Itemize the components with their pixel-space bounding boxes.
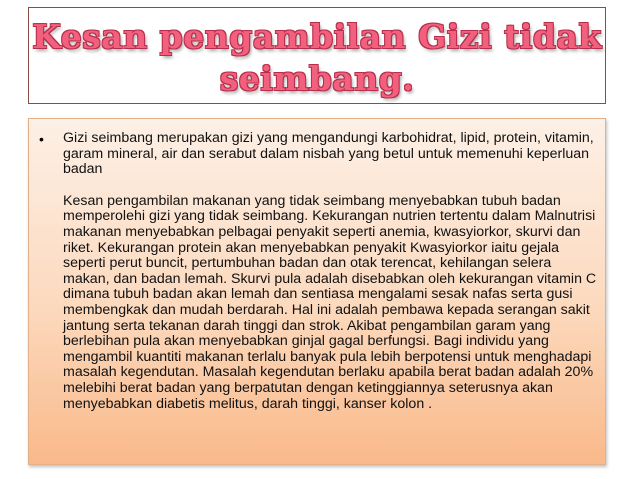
slide-content-box xyxy=(28,118,606,465)
slide-title xyxy=(29,16,605,100)
slide-title-box xyxy=(28,7,606,104)
paragraph-effects: Kesan pengambilan makanan yang tidak seimbang menyebabkan tubuh badan memperolehi gizi yang tidak seimbang. Kekurangan nutrien tertentu dalam Malnutrisi makanan menyebabkan pelbagai penyakit seperti anemia, kwasyiorkor, skurvi dan riket. Kekurangan protein akan menyebabkan penyakit Kwasyiorkor iaitu gejala seperti perut buncit, pertumbuhan badan dan otak terencat, kehilangan selera makan, dan badan lemah. Skurvi pula adalah disebabkan oleh kekurangan vitamin C dimana tubuh badan akan lemah dan sentiasa mengalami sesak nafas serta gusi membengkak dan mudah berdarah. Hal ini adalah pembawa kepada serangan sakit jantung serta tekanan darah tinggi dan strok. Akibat pengambilan garam yang berlebihan pula akan menyebabkan ginjal gagal berfungsi. Bagi individu yang mengambil kuantiti makanan terlalu banyak pula lebih berpotensi untuk menghadapi masalah kegendutan. Masalah kegendutan berlaku apabila berat badan adalah 20% melebihi berat badan yang berpatutan dengan ketinggiannya seterusnya akan menyebabkan diabetis melitus, darah tinggi, kanser kolon . xyxy=(63,192,597,412)
bullet-body xyxy=(63,131,599,412)
slide-title-line-2: seimbang. xyxy=(219,59,415,98)
slide-title-line-1: Kesan pengambilan Gizi tidak xyxy=(32,17,602,56)
paragraph-definition: Gizi seimbang merupakan gizi yang mengandungi karbohidrat, lipid, protein, vitamin, garam mineral, air dan serabut dalam nisbah yang betul untuk memenuhi keperluan badan xyxy=(63,130,594,178)
bullet-icon: • xyxy=(39,131,44,147)
